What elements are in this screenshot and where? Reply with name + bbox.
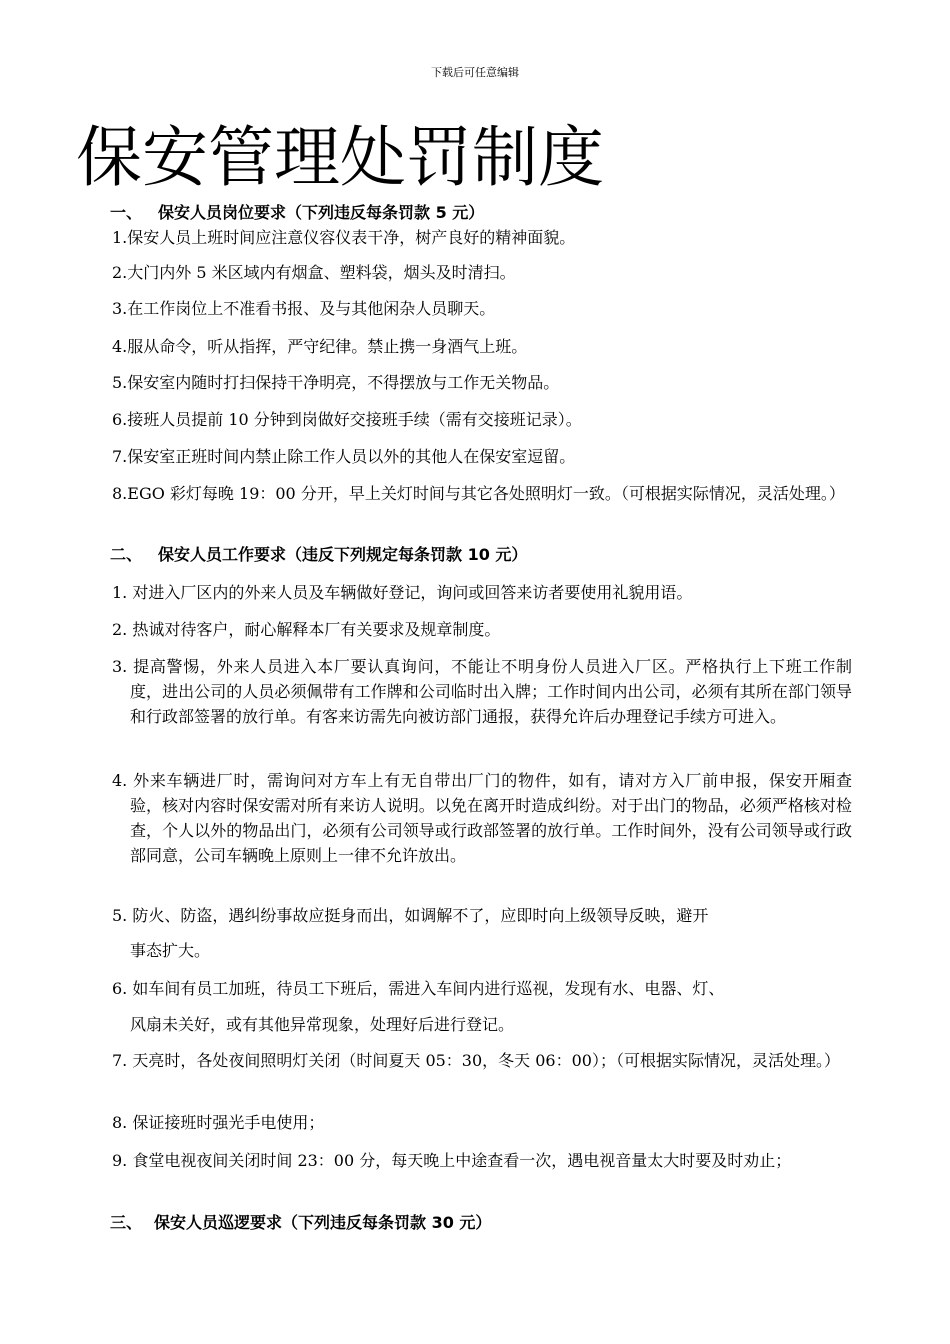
header-note: 下载后可任意编辑 [431,66,519,79]
document-title: 保安管理处罚制度 [76,119,604,196]
list-item: 8.EGO 彩灯每晚 19：00 分开，早上关灯时间与其它各处照明灯一致。（可根据实际情况，灵活处理。） [112,484,845,503]
section-heading-2 [110,544,527,566]
list-item: 1. 对进入厂区内的外来人员及车辆做好登记，询问或回答来访者要使用礼貌用语。 [112,583,693,602]
list-item: 5. 防火、防盗，遇纠纷事故应挺身而出，如调解不了，应即时向上级领导反映，避开 [112,906,709,925]
section-number: 二、 [110,545,143,564]
list-item-continuation: 风扇未关好，或有其他异常现象，处理好后进行登记。 [130,1015,515,1034]
list-item: 2. 热诚对待客户，耐心解释本厂有关要求及规章制度。 [112,620,501,639]
list-item: 9. 食堂电视夜间关闭时间 23：00 分，每天晚上中途查看一次，遇电视音量太大时要及时劝止； [112,1151,792,1170]
list-item: 6. 如车间有员工加班，待员工下班后，需进入车间内进行巡视，发现有水、电器、灯、 [112,979,725,998]
list-item: 6.接班人员提前 10 分钟到岗做好交接班手续（需有交接班记录）。 [112,410,582,429]
list-item: 8. 保证接班时强光手电使用； [112,1113,325,1132]
section-title: 保安人员巡逻要求（下列违反每条罚款 30 元） [154,1213,492,1232]
list-item: 7. 天亮时，各处夜间照明灯关闭（时间夏天 05：30，冬天 06：00）；（可根据实际情况，灵活处理。） [112,1051,840,1070]
section-number: 一、 [110,203,143,222]
list-item: 4.服从命令，听从指挥，严守纪律。禁止携一身酒气上班。 [112,337,528,356]
list-item: 3.在工作岗位上不准看书报、及与其他闲杂人员聊天。 [112,299,496,318]
section-number: 三、 [110,1213,143,1232]
list-item-continuation: 事态扩大。 [130,941,211,960]
list-item: 4. 外来车辆进厂时，需询问对方车上有无自带出厂门的物件，如有，请对方入厂前申报，保安开厢查验，核对内容时保安需对所有来访人说明。以免在离开时造成纠纷。对于出门的物品，必须严格核对检查，个人以外的物品出门，必须有公司领导或行政部签署的放行单。工作时间外，没有公司领导或行政部同意，公司车辆晚上原则上一律不允许放出。 [112,771,852,865]
section-heading-3 [110,1212,491,1234]
list-item: 2.大门内外 5 米区域内有烟盒、塑料袋，烟头及时清扫。 [112,263,516,282]
list-item: 5.保安室内随时打扫保持干净明亮，不得摆放与工作无关物品。 [112,373,560,392]
section-heading-1 [110,202,484,224]
section-title: 保安人员岗位要求（下列违反每条罚款 5 元） [158,203,485,222]
list-item: 3. 提高警惕，外来人员进入本厂要认真询问，不能让不明身份人员进入厂区。严格执行上下班工作制度，进出公司的人员必须佩带有工作牌和公司临时出入牌；工作时间内出公司，必须有其所在部门领导和行政部签署的放行单。有客来访需先向被访部门通报，获得允许后办理登记手续方可进入。 [112,657,852,726]
section-title: 保安人员工作要求（违反下列规定每条罚款 10 元） [158,545,528,564]
list-item: 1.保安人员上班时间应注意仪容仪表干净，树产良好的精神面貌。 [112,228,576,247]
list-item: 7.保安室正班时间内禁止除工作人员以外的其他人在保安室逗留。 [112,447,576,466]
